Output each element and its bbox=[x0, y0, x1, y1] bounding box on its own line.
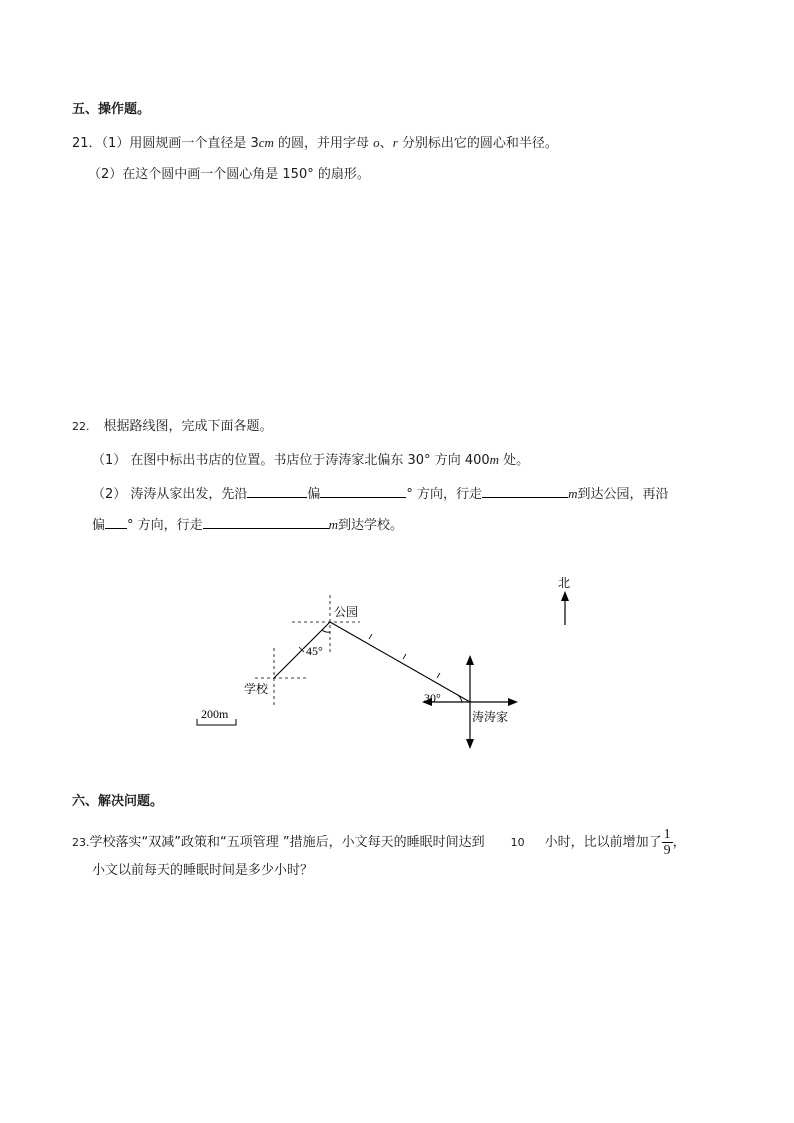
q21-text-a: （1）用圆规画一个直径是 3 bbox=[101, 136, 259, 151]
fraction-numerator: 1 bbox=[663, 827, 671, 842]
q22-p3-unit: m bbox=[328, 517, 339, 532]
blank-distance-1[interactable] bbox=[482, 483, 568, 498]
question-21-number: 21． bbox=[72, 136, 102, 151]
angle-label-park: 45° bbox=[306, 644, 323, 658]
q22-p1-unit: m bbox=[489, 452, 500, 467]
q22-p1-text-b: 处。 bbox=[499, 453, 530, 468]
blank-angle-2[interactable] bbox=[105, 514, 127, 529]
q22-p2-text-c: ° 方向，行走 bbox=[406, 487, 483, 502]
question-22-intro bbox=[72, 418, 273, 436]
q22-p2-unit: m bbox=[568, 486, 578, 501]
question-22-part-2-continued bbox=[92, 514, 403, 535]
q21-text-d: 分别标出它的圆心和半径。 bbox=[397, 136, 558, 151]
question-21-part-1 bbox=[72, 134, 558, 153]
angle-label-home: 30° bbox=[424, 691, 441, 705]
home-arrow-up bbox=[466, 655, 474, 665]
q22-p2-text-b: 偏 bbox=[307, 487, 321, 502]
angle-arc-park bbox=[322, 630, 330, 632]
q23-text-b: 小时，比以前增加了 bbox=[544, 835, 662, 850]
route-park-home bbox=[330, 622, 470, 702]
fraction-one-ninth bbox=[662, 827, 673, 858]
school-label: 学校 bbox=[244, 682, 269, 696]
section-6-title: 六、解决问题。 bbox=[72, 794, 164, 809]
q21-text-c: 、 bbox=[379, 136, 393, 151]
question-22-number: 22. bbox=[72, 420, 90, 433]
home-label: 涛涛家 bbox=[472, 710, 509, 724]
tick-mark bbox=[369, 634, 372, 639]
blank-direction-1[interactable] bbox=[247, 483, 307, 498]
north-label: 北 bbox=[558, 576, 571, 590]
tick-mark bbox=[403, 654, 406, 659]
question-22-part-1 bbox=[92, 451, 529, 470]
question-23-line-1 bbox=[72, 827, 686, 858]
fraction-denominator: 9 bbox=[663, 843, 671, 858]
q22-p3-text-c: 到达学校。 bbox=[338, 518, 404, 533]
home-arrow-down bbox=[466, 739, 474, 749]
q23-text-c: ， bbox=[672, 835, 686, 850]
q23-text-a: 学校落实“双减”政策和“五项管理 ”措施后，小文每天的睡眠时间达到 bbox=[89, 835, 485, 850]
blank-distance-2[interactable] bbox=[203, 514, 329, 529]
q21-letter-r: r bbox=[392, 135, 398, 150]
scale-label: 200m bbox=[201, 707, 229, 721]
q22-p3-text-a: 偏 bbox=[92, 518, 106, 533]
q22-intro-text: 根据路线图，完成下面各题。 bbox=[103, 419, 273, 434]
q22-p2-text-d: 到达公园，再沿 bbox=[577, 487, 669, 502]
q22-p1-text-a: （1） 在图中标出书店的位置。书店位于涛涛家北偏东 30° 方向 400 bbox=[92, 453, 490, 468]
question-22-part-2 bbox=[92, 483, 668, 504]
q22-p2-text-a: （2） 涛涛从家出发，先沿 bbox=[92, 487, 248, 502]
north-arrowhead bbox=[561, 591, 569, 601]
q23-hours: 10 bbox=[510, 836, 525, 849]
question-21-part-2: （2）在这个圆中画一个圆心角是 150° 的扇形。 bbox=[88, 167, 370, 182]
home-arrow-right bbox=[508, 698, 518, 706]
q21-letter-o: o bbox=[373, 135, 380, 150]
q21-text-b: 的圆，并用字母 bbox=[273, 136, 374, 151]
route-map bbox=[0, 565, 794, 805]
blank-angle-1[interactable] bbox=[320, 483, 406, 498]
section-5-title: 五、操作题。 bbox=[72, 102, 151, 117]
question-23-number: 23. bbox=[72, 836, 90, 849]
tick-mark bbox=[437, 673, 440, 678]
q22-p3-text-b: ° 方向，行走 bbox=[127, 518, 203, 533]
question-23-line-2: 小文以前每天的睡眠时间是多少小时？ bbox=[92, 863, 314, 878]
park-label: 公园 bbox=[334, 605, 359, 619]
q21-unit: cm bbox=[258, 135, 274, 150]
